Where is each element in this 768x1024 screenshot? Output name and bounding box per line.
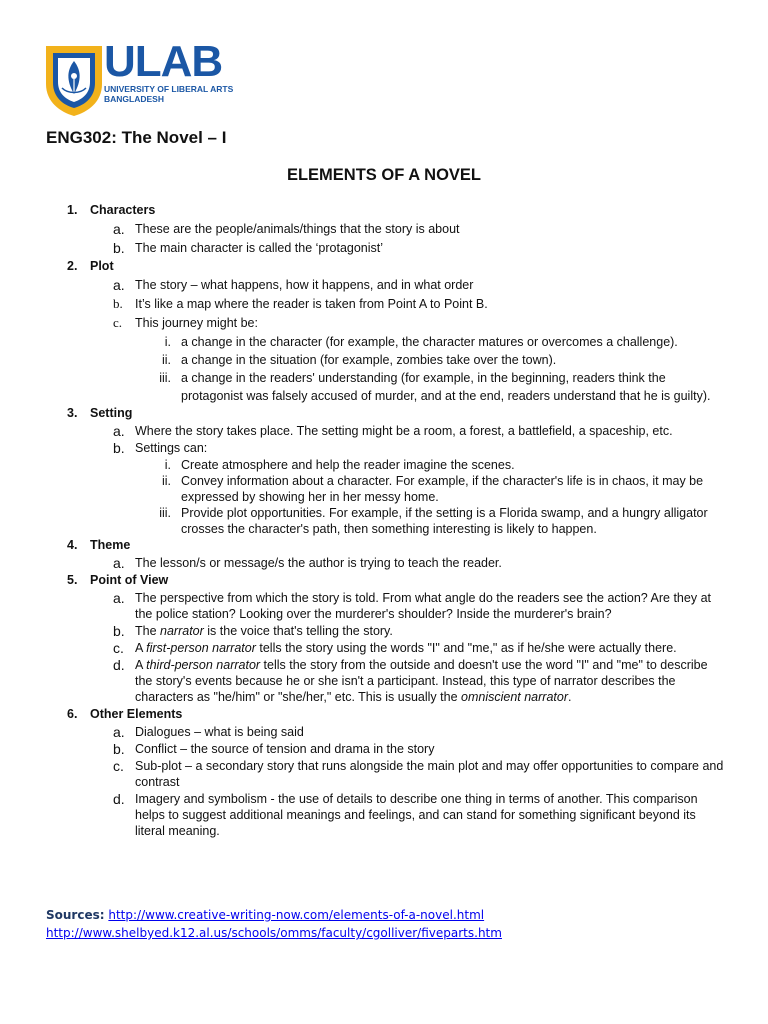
item-text: This journey might be: <box>135 316 258 330</box>
item-term: omniscient narrator <box>461 690 568 704</box>
section-number: 6. <box>67 707 78 721</box>
list-item <box>67 623 727 639</box>
item-text: The perspective from which the story is told. From what angle do the readers see the action? Are they at the police station? Looking over the murderer's shoulder? Inside the murderer's brain? <box>135 591 711 621</box>
item-marker: a. <box>113 724 125 740</box>
item-marker: b. <box>113 741 125 757</box>
item-marker: c. <box>113 640 124 656</box>
section-setting <box>67 405 727 537</box>
sources-label: Sources: <box>46 908 105 922</box>
section-theme <box>67 537 727 571</box>
section-title: Plot <box>90 259 114 273</box>
item-text: Sub-plot – a secondary story that runs alongside the main plot and may offer opportunities to compare and contrast <box>135 759 724 789</box>
item-term: narrator <box>160 624 204 638</box>
item-marker: a. <box>113 423 125 439</box>
sub-list-item <box>67 369 727 405</box>
list-item <box>67 758 727 790</box>
list-item <box>67 295 727 313</box>
item-marker: b. <box>113 623 125 639</box>
item-marker: iii. <box>159 371 171 385</box>
item-text: a change in the character (for example, the character matures or overcomes a challenge). <box>181 335 678 349</box>
item-marker: ii. <box>161 353 171 367</box>
sub-list-item <box>67 333 727 351</box>
section-heading <box>67 572 727 590</box>
item-marker: c. <box>113 315 123 330</box>
section-point-of-view <box>67 572 727 705</box>
section-title: Other Elements <box>90 707 183 721</box>
logo-wordmark: ULAB <box>104 37 223 86</box>
section-heading <box>67 405 727 423</box>
item-text-post: tells the story using the words "I" and "me," as if he/she were actually there. <box>255 641 677 655</box>
section-other-elements <box>67 706 727 839</box>
item-text: The lesson/s or message/s the author is trying to teach the reader. <box>135 556 502 570</box>
sources <box>46 906 502 942</box>
item-text-pre: The <box>135 624 161 638</box>
section-number: 2. <box>67 259 78 273</box>
item-term: third-person narrator <box>146 658 261 672</box>
item-text: Where the story takes place. The setting might be a room, a forest, a battlefield, a spaceship, etc. <box>135 424 673 438</box>
list-item <box>67 640 727 656</box>
section-heading <box>67 706 727 724</box>
section-heading <box>67 258 727 276</box>
list-item <box>67 724 727 740</box>
logo-country-line: BANGLADESH <box>104 94 164 104</box>
list-item <box>67 220 727 238</box>
section-title: Point of View <box>90 573 169 587</box>
section-title: Theme <box>90 538 131 552</box>
item-text: Settings can: <box>135 441 208 455</box>
item-marker: d. <box>113 657 125 673</box>
section-number: 4. <box>67 538 78 552</box>
item-text: The main character is called the ‘protagonist’ <box>135 241 384 255</box>
item-marker: a. <box>113 277 125 293</box>
item-marker: i. <box>164 458 171 472</box>
section-number: 3. <box>67 406 78 420</box>
list-item <box>67 423 727 439</box>
section-title: Setting <box>90 406 133 420</box>
item-text-post: . <box>568 690 572 704</box>
item-marker: b. <box>113 240 125 256</box>
item-marker: ii. <box>161 474 171 488</box>
list-item <box>67 239 727 257</box>
sub-list-item <box>67 473 727 505</box>
section-number: 5. <box>67 573 78 587</box>
item-text-post: is the voice that's telling the story. <box>203 624 393 638</box>
list-item <box>67 590 727 622</box>
item-marker: b. <box>113 296 123 311</box>
section-title: Characters <box>90 203 156 217</box>
source-link-creative-writing[interactable]: http://www.creative-writing-now.com/elements-of-a-novel.html <box>108 908 485 922</box>
section-plot <box>67 258 727 405</box>
item-text: It’s like a map where the reader is taken from Point A to Point B. <box>135 297 488 311</box>
item-term: first-person narrator <box>146 641 256 655</box>
item-text-pre: A <box>135 641 147 655</box>
page-title: ELEMENTS OF A NOVEL <box>286 166 482 184</box>
item-text: a change in the situation (for example, zombies take over the town). <box>181 353 557 367</box>
section-characters <box>67 202 727 257</box>
item-text: a change in the readers' understanding (for example, in the beginning, readers think the protagonist was falsely accused of murder, and at the end, readers understand that he is guilty). <box>181 371 711 403</box>
sub-list-item <box>67 457 727 473</box>
document-body <box>67 202 727 840</box>
item-marker: b. <box>113 440 125 456</box>
item-text: Conflict – the source of tension and drama in the story <box>135 742 435 756</box>
list-item <box>67 314 727 332</box>
item-text: Create atmosphere and help the reader imagine the scenes. <box>181 458 515 472</box>
course-heading: ENG302: The Novel – I <box>46 128 227 147</box>
item-text: The story – what happens, how it happens, and in what order <box>135 278 474 292</box>
item-marker: a. <box>113 221 125 237</box>
source-link-shelbyed[interactable]: http://www.shelbyed.k12.al.us/schools/omms/faculty/cgolliver/fiveparts.htm <box>46 926 502 940</box>
item-marker: c. <box>113 758 124 774</box>
list-item <box>67 440 727 456</box>
ulab-crest-icon <box>44 44 104 118</box>
list-item <box>67 741 727 757</box>
item-text: These are the people/animals/things that the story is about <box>135 222 460 236</box>
sub-list-item <box>67 351 727 369</box>
section-heading <box>67 537 727 555</box>
section-number: 1. <box>67 203 78 217</box>
section-heading <box>67 202 727 220</box>
item-marker: i. <box>164 335 171 349</box>
item-text: Dialogues – what is being said <box>135 725 304 739</box>
list-item <box>67 276 727 294</box>
item-text-pre: A <box>135 658 147 672</box>
item-marker: a. <box>113 590 125 606</box>
list-item <box>67 555 727 571</box>
item-marker: iii. <box>159 506 171 520</box>
item-text: Provide plot opportunities. For example, if the setting is a Florida swamp, and a hungry alligator crosses the character's path, then something interesting is likely to happen. <box>181 506 708 536</box>
list-item <box>67 791 727 839</box>
item-marker: a. <box>113 555 125 571</box>
item-text: Imagery and symbolism - the use of details to describe one thing in terms of another. This comparison helps to suggest additional meanings and feelings, and can stand for something significant beyond its literal meaning. <box>135 792 698 838</box>
item-text-post: tells the story from the outside and doesn't use the word "I" and "me" to describe the story's events because he or she isn't a participant. Instead, this type of narrator describes the characters as "he/him" or "she/her," etc. This is usually the <box>135 658 708 704</box>
item-marker: d. <box>113 791 125 807</box>
list-item <box>67 657 727 705</box>
logo-university-line: UNIVERSITY OF LIBERAL ARTS <box>104 84 234 94</box>
sub-list-item <box>67 505 727 537</box>
item-text: Convey information about a character. For example, if the character's life is in chaos, it may be expressed by showing her in her messy home. <box>181 474 704 504</box>
